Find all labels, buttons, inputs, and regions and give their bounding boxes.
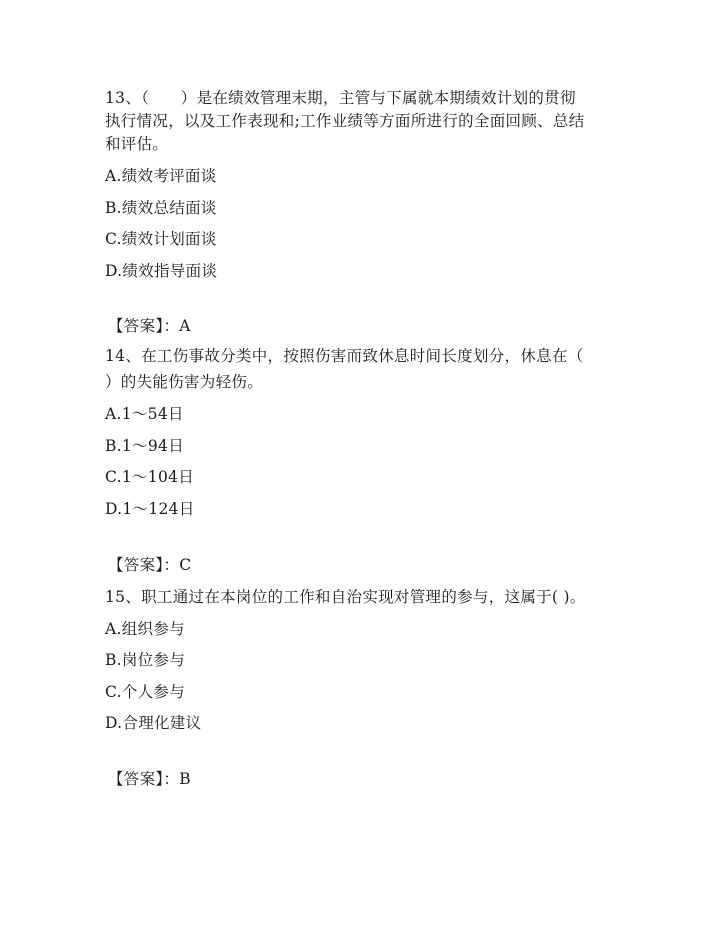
question-13-stem-line-2: 执行情况，以及工作表现和;工作业绩等方面所进行的全面回顾、总结 [105, 112, 585, 130]
question-14-option-b: B.1～94日 [105, 437, 185, 455]
question-14-option-a: A.1～54日 [105, 405, 184, 423]
question-13-option-a: A.绩效考评面谈 [105, 167, 217, 185]
question-13-stem-line-3: 和评估。 [105, 135, 169, 153]
question-14-stem-line-1: 14、在工伤事故分类中，按照伤害而致休息时间长度划分，休息在（ [105, 347, 584, 365]
question-15-answer: 【答案】：B [108, 770, 191, 788]
question-13-answer: 【答案】：A [108, 317, 191, 335]
question-15-option-d: D.合理化建议 [105, 714, 202, 732]
question-15-option-c: C.个人参与 [105, 683, 186, 701]
question-14-option-c: C.1～104日 [105, 468, 195, 486]
question-13-stem-line-1: 13、（ ）是在绩效管理末期，主管与下属就本期绩效计划的贯彻 [105, 89, 576, 107]
question-14-stem-line-2: ）的失能伤害为轻伤。 [105, 373, 264, 391]
question-15-option-b: B.岗位参与 [105, 651, 186, 669]
question-15-option-a: A.组织参与 [105, 620, 185, 638]
question-14-option-d: D.1～124日 [105, 500, 195, 518]
question-15-stem-line-1: 15、职工通过在本岗位的工作和自治实现对管理的参与，这属于( )。 [105, 588, 586, 606]
question-13-option-d: D.绩效指导面谈 [105, 262, 218, 280]
question-14-answer: 【答案】：C [108, 556, 192, 574]
question-13-option-b: B.绩效总结面谈 [105, 199, 217, 217]
question-13-option-c: C.绩效计划面谈 [105, 230, 217, 248]
